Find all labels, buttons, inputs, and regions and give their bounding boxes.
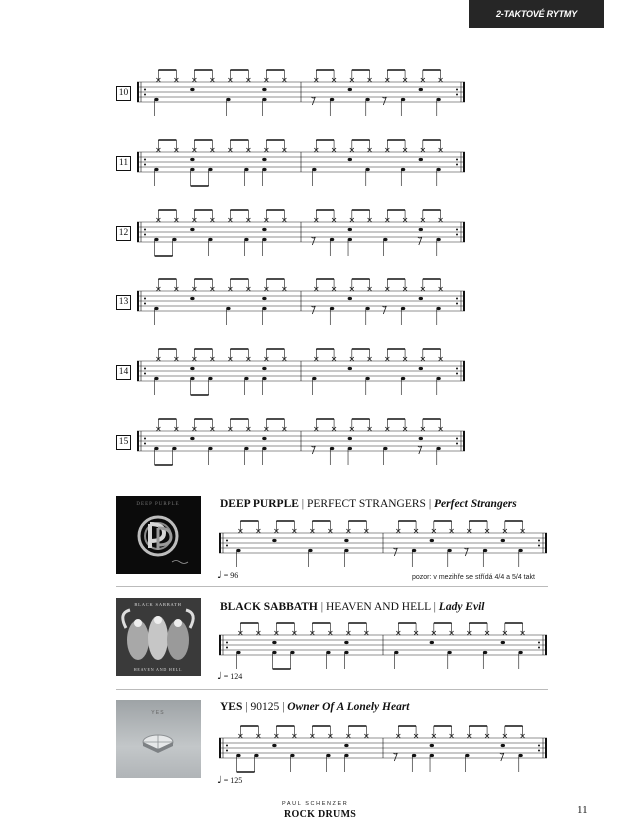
exercise-staff	[135, 208, 470, 260]
snare-note	[272, 641, 276, 644]
snare-note	[348, 297, 352, 300]
repeat-dot	[538, 540, 540, 542]
repeat-dot	[144, 373, 146, 375]
svg-text:DEEP PURPLE: DEEP PURPLE	[136, 502, 180, 507]
snare-note	[419, 158, 423, 161]
black-sabbath-angels-art	[116, 598, 201, 676]
exercise-number: 11	[116, 156, 131, 171]
repeat-dot	[144, 368, 146, 370]
tempo-marking	[217, 775, 242, 786]
album-name: HEAVEN AND HELL	[325, 601, 431, 613]
song-name: Perfect Strangers	[434, 498, 517, 510]
repeat-dot	[144, 94, 146, 96]
repeat-dot	[456, 229, 458, 231]
tempo-value: = 125	[223, 776, 243, 785]
eighth-rest	[418, 446, 422, 454]
end-repeat-bar	[545, 635, 547, 655]
exercise-staff	[135, 68, 470, 120]
snare-note	[348, 367, 352, 370]
band-name: DEEP PURPLE	[220, 498, 299, 510]
snare-note	[272, 539, 276, 542]
repeat-dot	[144, 89, 146, 91]
repeat-dot	[538, 545, 540, 547]
title-separator: |	[282, 701, 285, 713]
repeat-dot	[226, 545, 228, 547]
snare-note	[419, 437, 423, 440]
repeat-dot	[538, 642, 540, 644]
tempo-value: = 96	[223, 571, 239, 580]
title-separator: |	[301, 498, 305, 510]
title-separator: |	[320, 601, 324, 613]
snare-note	[262, 158, 266, 161]
snare-note	[419, 297, 423, 300]
band-name: YES	[220, 701, 243, 713]
snare-note	[344, 539, 348, 542]
footer-author: PAUL SCHENZER	[282, 801, 349, 807]
title-separator: |	[245, 701, 248, 713]
repeat-dot	[144, 229, 146, 231]
end-repeat-bar	[463, 222, 465, 242]
snare-note	[419, 88, 423, 91]
quarter-note-icon: ♩	[217, 570, 222, 581]
start-repeat-bar	[219, 738, 221, 758]
song-title-line	[220, 601, 484, 613]
snare-note	[262, 367, 266, 370]
repeat-dot	[226, 540, 228, 542]
footer-book-title: ROCK DRUMS	[284, 809, 357, 820]
album-name: 90125	[250, 701, 280, 713]
exercise-number: 13	[116, 295, 131, 310]
album-cover-yes	[116, 700, 201, 778]
start-repeat-bar	[137, 152, 139, 172]
band-name: BLACK SABBATH	[220, 601, 318, 613]
snare-note	[190, 228, 194, 231]
eighth-rest	[311, 446, 315, 454]
repeat-dot	[456, 303, 458, 305]
eighth-rest	[393, 753, 397, 761]
repeat-dot	[456, 443, 458, 445]
start-repeat-bar	[219, 533, 221, 553]
eighth-rest	[311, 97, 315, 105]
repeat-dot	[456, 438, 458, 440]
repeat-dot	[538, 750, 540, 752]
snare-note	[348, 158, 352, 161]
repeat-dot	[456, 298, 458, 300]
repeat-dot	[456, 373, 458, 375]
snare-note	[262, 437, 266, 440]
eighth-rest	[382, 306, 386, 314]
end-repeat-bar	[545, 533, 547, 553]
eighth-rest	[393, 548, 397, 556]
page-number: 11	[577, 804, 588, 816]
repeat-dot	[456, 234, 458, 236]
snare-note	[190, 158, 194, 161]
svg-text:HEAVEN AND HELL: HEAVEN AND HELL	[133, 667, 183, 672]
start-repeat-bar	[137, 222, 139, 242]
tempo-value: = 124	[223, 672, 243, 681]
snare-note	[262, 297, 266, 300]
repeat-dot	[226, 750, 228, 752]
end-repeat-bar	[463, 431, 465, 451]
repeat-dot	[456, 164, 458, 166]
song-staff	[217, 519, 552, 571]
song-title-line	[220, 701, 410, 713]
repeat-dot	[538, 745, 540, 747]
repeat-dot	[144, 298, 146, 300]
snare-note	[262, 228, 266, 231]
exercise-number: 12	[116, 226, 131, 241]
eighth-rest	[311, 306, 315, 314]
snare-note	[419, 367, 423, 370]
eighth-rest	[500, 753, 504, 761]
repeat-dot	[456, 89, 458, 91]
end-repeat-bar	[463, 152, 465, 172]
svg-text:YES: YES	[151, 710, 165, 716]
tempo-marking	[217, 671, 242, 682]
exercise-number: 10	[116, 86, 131, 101]
end-repeat-bar	[463, 82, 465, 102]
snare-note	[344, 744, 348, 747]
end-repeat-bar	[463, 291, 465, 311]
snare-note	[344, 641, 348, 644]
snare-note	[190, 297, 194, 300]
song-title-line	[220, 498, 517, 510]
start-repeat-bar	[137, 291, 139, 311]
snare-note	[348, 437, 352, 440]
deep-purple-logo-art	[116, 496, 201, 574]
eighth-rest	[311, 237, 315, 245]
repeat-dot	[456, 368, 458, 370]
end-repeat-bar	[545, 738, 547, 758]
repeat-dot	[456, 94, 458, 96]
exercise-number: 14	[116, 365, 131, 380]
repeat-dot	[144, 443, 146, 445]
tempo-marking	[217, 570, 238, 581]
start-repeat-bar	[137, 82, 139, 102]
album-name: PERFECT STRANGERS	[306, 498, 426, 510]
snare-note	[430, 744, 434, 747]
exercise-staff	[135, 277, 470, 329]
section-divider	[116, 689, 548, 690]
end-repeat-bar	[463, 361, 465, 381]
snare-note	[419, 228, 423, 231]
repeat-dot	[144, 164, 146, 166]
snare-note	[190, 88, 194, 91]
quarter-note-icon: ♩	[217, 671, 222, 682]
exercise-staff	[135, 347, 470, 399]
start-repeat-bar	[219, 635, 221, 655]
exercise-number: 15	[116, 435, 131, 450]
section-divider	[116, 586, 548, 587]
start-repeat-bar	[137, 431, 139, 451]
song-name: Lady Evil	[438, 601, 485, 613]
repeat-dot	[226, 745, 228, 747]
yes-logo-art	[116, 700, 201, 778]
repeat-dot	[144, 159, 146, 161]
snare-note	[190, 367, 194, 370]
snare-note	[348, 88, 352, 91]
exercise-staff	[135, 138, 470, 190]
repeat-dot	[456, 159, 458, 161]
title-separator: |	[428, 498, 432, 510]
repeat-dot	[226, 642, 228, 644]
eighth-rest	[418, 237, 422, 245]
snare-note	[501, 641, 505, 644]
album-cover-deep-purple	[116, 496, 201, 574]
snare-note	[262, 88, 266, 91]
song-name: Owner Of A Lonely Heart	[287, 701, 410, 713]
repeat-dot	[144, 438, 146, 440]
exercise-staff	[135, 417, 470, 469]
repeat-dot	[226, 647, 228, 649]
snare-note	[348, 228, 352, 231]
snare-note	[272, 744, 276, 747]
eighth-rest	[382, 97, 386, 105]
snare-note	[190, 437, 194, 440]
start-repeat-bar	[137, 361, 139, 381]
performance-remark: pozor: v mezihře se střídá 4/4 a 5/4 takt	[412, 574, 535, 581]
repeat-dot	[538, 647, 540, 649]
title-separator: |	[433, 601, 436, 613]
album-cover-black-sabbath	[116, 598, 201, 676]
song-staff	[217, 724, 552, 776]
svg-text:BLACK SABBATH: BLACK SABBATH	[134, 602, 182, 607]
snare-note	[501, 539, 505, 542]
snare-note	[501, 744, 505, 747]
repeat-dot	[144, 234, 146, 236]
section-tab: 2-TAKTOVÉ RYTMY	[469, 0, 604, 28]
snare-note	[430, 641, 434, 644]
song-staff	[217, 621, 552, 673]
quarter-note-icon: ♩	[217, 775, 222, 786]
snare-note	[430, 539, 434, 542]
eighth-rest	[464, 548, 468, 556]
repeat-dot	[144, 303, 146, 305]
